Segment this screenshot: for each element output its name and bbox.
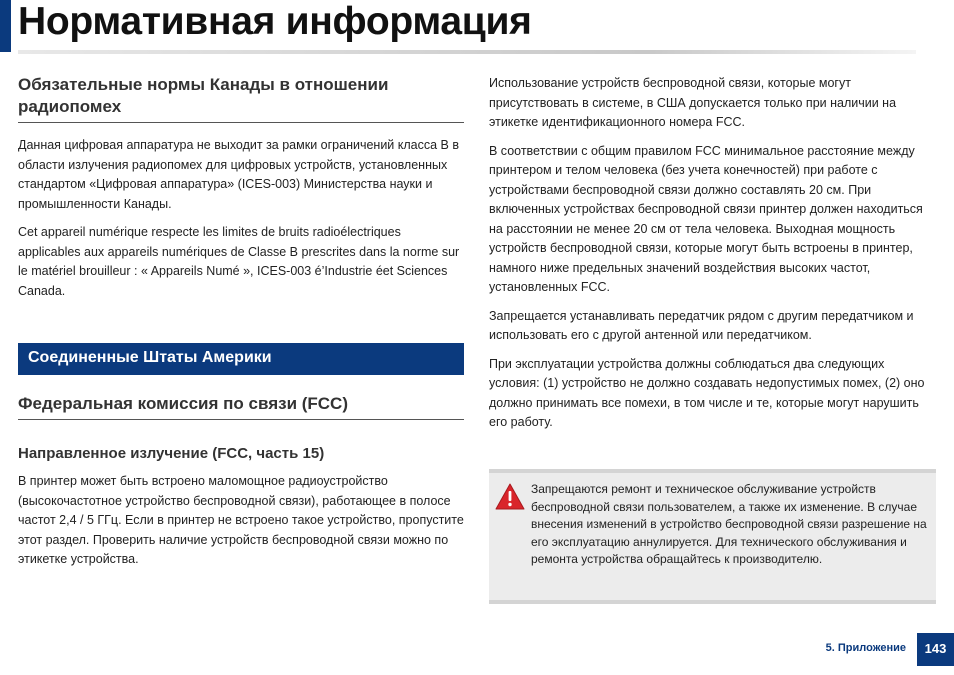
left-column [18, 74, 464, 570]
right-column [489, 74, 937, 433]
warning-text: Запрещаются ремонт и техническое обслуживание устройств беспроводной связи пользователем, а также их изменение. В случае внесения изменений в устройство беспроводной связи разрешение на его эксплуатацию аннулируется. Для технического обслуживания и ремонта устройства обращайтесь к производителю. [531, 482, 927, 566]
canada-paragraph-ru: Данная цифровая аппаратура не выходит за рамки ограничений класса B в области излучения радиопомех для цифровых устройств, установленных стандартом «Цифровая аппаратура» (ICES-003) Министерства науки и промышленности Канады. [18, 138, 459, 211]
section-band-usa: Соединенные Штаты Америки [18, 343, 464, 375]
intentional-radiator-heading: Направленное излучение (FCC, часть 15) [18, 445, 325, 462]
fcc-heading: Федеральная комиссия по связи (FCC) [18, 393, 464, 420]
canada-paragraph-fr: Cet appareil numérique respecte les limites de bruits radioélectriques applicables aux appareils numériques de Classe B prescrites dans la norme sur le matériel brouilleur : « Appareils Numé », ICES-003 é’Industrie éet Sciences Canada. [18, 225, 460, 298]
transmitter-paragraph: Запрещается устанавливать передатчик рядом с другим передатчиком и использовать его с другой антенной или передатчиком. [489, 308, 914, 342]
title-accent-bar [0, 0, 11, 52]
conditions-paragraph: При эксплуатации устройства должны соблюдаться два следующих условия: (1) устройство не должно создавать недопустимых помех, (2) оно должно принимать все помехи, в том числе и те, которые могут нарушить его работу. [489, 356, 925, 429]
fcc-id-paragraph: Использование устройств беспроводной связи, которые могут присутствовать в системе, в США допускается только при наличии на этикетке идентификационного номера FCC. [489, 76, 897, 129]
exposure-paragraph: В соответствии с общим правилом FCC минимальное расстояние между принтером и телом человека (без учета конечностей) при работе с устройствами беспроводной связи должно составлять 20 см. При включенных устройствах беспроводной связи принтер должен находиться на расстоянии не менее 20 см от тела человека. Выходная мощность устройств беспроводной связи, которые могут быть встроены в принтер, намного ниже предельных значений воздействия высоких частот, установленных FCC. [489, 143, 923, 294]
page-title: Нормативная информация [18, 0, 532, 43]
warning-note [489, 469, 936, 604]
canada-heading: Обязательные нормы Канады в отношении радиопомех [18, 74, 464, 123]
warning-triangle-icon [495, 483, 525, 510]
footer-section-label: 5. Приложение [825, 642, 906, 654]
intentional-radiator-paragraph: В принтер может быть встроено маломощное радиоустройство (высокочастотное устройство беспроводной связи), работающее в полосе частот 2,4 / 5 ГГц. Если в принтер не встроено такое устройство, пропустите этот раздел. Проверить наличие устройств беспроводной связи можно по этикетке устройства. [18, 474, 464, 566]
page-number-badge: 143 [917, 633, 954, 666]
title-divider [18, 50, 916, 54]
